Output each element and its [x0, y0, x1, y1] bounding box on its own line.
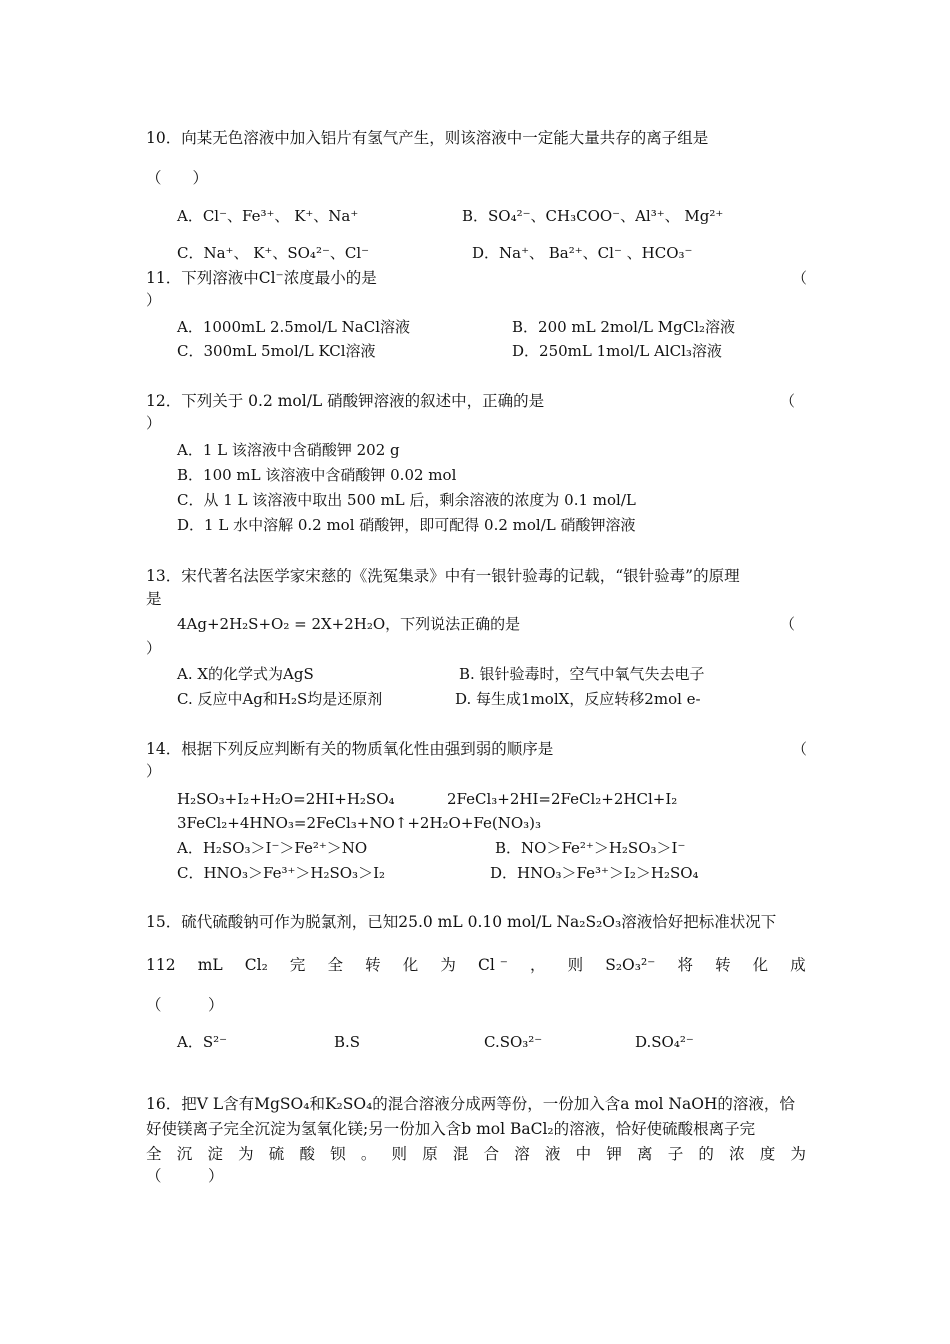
q12-left-paren: （ — [780, 392, 796, 410]
q15-option-a: A．S²⁻ — [177, 1033, 228, 1051]
q14-option-b: B．NO＞Fe²⁺＞H₂SO₃＞I⁻ — [495, 839, 686, 857]
q11-left-paren: （ — [792, 269, 808, 287]
q16-token: 为 — [790, 1145, 806, 1163]
q15-token: Cl₂ — [244, 956, 268, 974]
q13-option-a: A. X的化学式为AgS — [177, 665, 314, 683]
q14-stem: 14．根据下列反应判断有关的物质氧化性由强到弱的顺序是 — [146, 740, 554, 758]
q15-token: 则 — [567, 956, 584, 974]
q11-option-b: B．200 mL 2mol/L MgCl₂溶液 — [512, 318, 736, 336]
q16-token: 。 — [360, 1145, 377, 1163]
q14-left-paren: （ — [792, 740, 808, 758]
q16-token: 子 — [667, 1145, 684, 1163]
q11-option-d: D．250mL 1mol/L AlCl₃溶液 — [512, 342, 722, 360]
q12-right-paren: ） — [146, 414, 162, 432]
q10-option-b: B．SO₄²⁻、CH₃COO⁻、Al³⁺、 Mg²⁺ — [462, 207, 724, 225]
q15-token: 将 — [677, 956, 693, 974]
q15-token: mL — [197, 956, 223, 974]
q10-option-a: A．Cl⁻、Fe³⁺、 K⁺、Na⁺ — [177, 207, 359, 225]
q15-token: Cl ⁻ — [477, 956, 508, 974]
q13-equation: 4Ag+2H₂S+O₂ = 2X+2H₂O，下列说法正确的是 — [177, 615, 521, 633]
q14-option-d: D．HNO₃＞Fe³⁺＞I₂＞H₂SO₄ — [490, 864, 699, 882]
q14-option-a: A．H₂SO₃＞I⁻＞Fe²⁺＞NO — [177, 839, 368, 857]
q11-option-a: A．1000mL 2.5mol/L NaCl溶液 — [177, 318, 410, 336]
q16-token: 为 — [238, 1145, 254, 1163]
q16-token: 则 — [391, 1145, 408, 1163]
q13-right-paren: ） — [146, 639, 162, 657]
q16-stem-line1: 16．把V L含有MgSO₄和K₂SO₄的混合溶液分成两等份，一份加入含a mol NaOH的溶液，恰 — [146, 1095, 795, 1113]
q15-token: S₂O₃²⁻ — [605, 956, 656, 974]
q16-answer-paren: （ ） — [146, 1167, 224, 1185]
q16-token: 液 — [544, 1145, 561, 1163]
q10-stem: 10．向某无色溶液中加入铝片有氢气产生，则该溶液中一定能大量共存的离子组是 — [146, 129, 709, 147]
q15-token: 112 — [146, 956, 176, 974]
q13-option-b: B. 银针验毒时，空气中氧气失去电子 — [459, 665, 705, 683]
q14-reaction-2: 2FeCl₃+2HI=2FeCl₂+2HCl+I₂ — [447, 790, 678, 808]
q15-token: 全 — [327, 956, 344, 974]
q16-stem-line3 — [146, 1144, 806, 1164]
q11-option-c: C．300mL 5mol/L KCl溶液 — [177, 342, 376, 360]
q16-token: 淀 — [207, 1145, 223, 1163]
q13-stem-continued: 是 — [146, 590, 162, 608]
q16-token: 合 — [483, 1145, 500, 1163]
q16-token: 离 — [637, 1145, 653, 1163]
q11-right-paren: ） — [146, 291, 162, 309]
q15-option-c: C.SO₃²⁻ — [484, 1033, 543, 1051]
q16-token: 酸 — [299, 1145, 315, 1163]
q12-option-a: A．1 L 该溶液中含硝酸钾 202 g — [177, 441, 400, 459]
q12-option-d: D．1 L 水中溶解 0.2 mol 硝酸钾，即可配得 0.2 mol/L 硝酸钾溶液 — [177, 516, 636, 534]
q15-token: ， — [529, 956, 546, 974]
q15-answer-paren: （ ） — [146, 996, 224, 1014]
q12-stem: 12．下列关于 0.2 mol/L 硝酸钾溶液的叙述中，正确的是 — [146, 392, 545, 410]
q15-token: 化 — [752, 956, 769, 974]
q16-stem-line2: 好使镁离子完全沉淀为氢氧化镁;另一份加入含b mol BaCl₂的溶液，恰好使硫酸根离子完 — [146, 1120, 756, 1138]
q13-left-paren: （ — [780, 615, 796, 633]
q15-option-d: D.SO₄²⁻ — [635, 1033, 694, 1051]
q16-token: 度 — [759, 1145, 776, 1163]
q15-token: 转 — [715, 956, 731, 974]
q14-right-paren: ） — [146, 762, 162, 780]
q15-stem-line2 — [146, 955, 806, 975]
q16-token: 钡 — [330, 1145, 346, 1163]
q15-token: 化 — [402, 956, 419, 974]
q16-token: 沉 — [176, 1145, 193, 1163]
q16-token: 的 — [698, 1145, 714, 1163]
q16-token: 全 — [146, 1145, 162, 1163]
q16-token: 混 — [452, 1145, 469, 1163]
q15-token: 成 — [790, 956, 806, 974]
q10-option-d: D．Na⁺、 Ba²⁺、Cl⁻ 、HCO₃⁻ — [472, 244, 693, 262]
q15-stem: 15．硫代硫酸钠可作为脱氯剂，已知25.0 mL 0.10 mol/L Na₂S₂O₃溶液恰好把标准状况下 — [146, 913, 777, 931]
q13-stem: 13．宋代著名法医学家宋慈的《洗冤集录》中有一银针验毒的记载，“银针验毒”的原理 — [146, 567, 740, 585]
q13-option-c: C. 反应中Ag和H₂S均是还原剂 — [177, 690, 383, 708]
q13-option-d: D. 每生成1molX，反应转移2mol e- — [455, 690, 701, 708]
q14-reaction-3: 3FeCl₂+4HNO₃=2FeCl₃+NO↑+2H₂O+Fe(NO₃)₃ — [177, 814, 542, 832]
q15-token: 为 — [440, 956, 456, 974]
q15-token: 完 — [289, 956, 306, 974]
q15-option-b: B.S — [334, 1033, 361, 1051]
q14-option-c: C．HNO₃＞Fe³⁺＞H₂SO₃＞I₂ — [177, 864, 386, 882]
q15-token: 转 — [365, 956, 381, 974]
q12-option-c: C．从 1 L 该溶液中取出 500 mL 后，剩余溶液的浓度为 0.1 mol/L — [177, 491, 636, 509]
q16-token: 浓 — [729, 1145, 745, 1163]
q14-reaction-1: H₂SO₃+I₂+H₂O=2HI+H₂SO₄ — [177, 790, 395, 808]
q12-option-b: B．100 mL 该溶液中含硝酸钾 0.02 mol — [177, 466, 457, 484]
q16-token: 硫 — [268, 1145, 285, 1163]
q10-option-c: C．Na⁺、 K⁺、SO₄²⁻、Cl⁻ — [177, 244, 370, 262]
q11-stem: 11．下列溶液中Cl⁻浓度最小的是 — [146, 269, 377, 287]
q16-token: 原 — [422, 1145, 438, 1163]
q16-token: 中 — [575, 1145, 592, 1163]
q16-token: 溶 — [514, 1145, 530, 1163]
q16-token: 钾 — [606, 1145, 622, 1163]
q10-answer-paren: （ ） — [146, 169, 209, 187]
